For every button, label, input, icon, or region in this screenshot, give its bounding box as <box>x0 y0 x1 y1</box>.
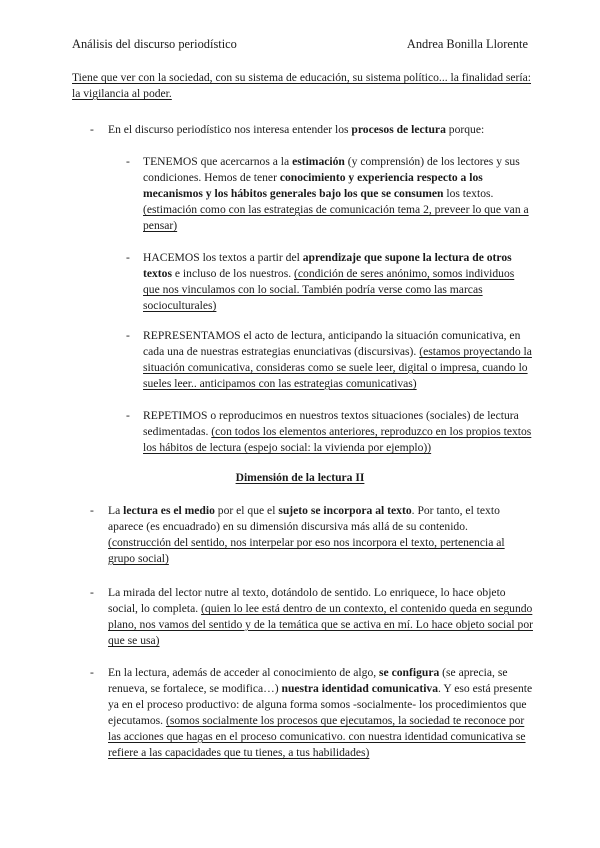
section-heading: Dimensión de la lectura II <box>235 471 365 484</box>
handwritten-note: (somos socialmente los procesos que ejecutamos, la sociedad te reconoce por las acciones que hagas en el proceso comunicativo. con nuestra identidad comunicativa se refiere a las capacidades que tu tienes, a tus habilidades) <box>108 714 526 759</box>
bullet-dash: - <box>126 251 130 264</box>
handwritten-note: (estimación como con las estrategias de comunicación tema 2, preveer lo que van a pensar) <box>143 203 529 232</box>
section1-lead: En el discurso periodístico nos interesa entender los procesos de lectura porque: <box>108 123 485 136</box>
bullet-dash: - <box>90 586 94 599</box>
list-item-tenemos: TENEMOS que acercarnos a la estimación (y comprensión) de los lectores y sus condiciones. Hemos de tener conocimiento y experiencia respecto a los mecanismos y los hábitos generales bajo los que se consumen los textos. (estimación como con las estrategias de comunicación tema 2, preveer lo que van a pensar) <box>143 155 529 232</box>
handwritten-note: (condición de seres anónimo, somos individuos que nos vinculamos con lo social. También podría verse como las marcas socioculturales) <box>143 267 515 312</box>
handwritten-note: (construcción del sentido, nos interpelar por eso nos incorpora el texto, pertenencia al grupo social) <box>108 536 505 565</box>
header-author: Andrea Bonilla Llorente <box>406 37 528 51</box>
bullet-dash: - <box>126 409 130 422</box>
header-course-title: Análisis del discurso periodístico <box>72 37 237 51</box>
list-item-lectura-medio: La lectura es el medio por el que el sujeto se incorpora al texto. Por tanto, el texto aparece (es encuadrado) en su dimensión discursiva más allá de su contenido. (construcción del sentido, nos interpelar por eso nos incorpora el texto, pertenencia al grupo social) <box>108 504 505 565</box>
bullet-dash: - <box>126 329 130 342</box>
intro-paragraph: Tiene que ver con la sociedad, con su sistema de educación, su sistema político... la finalidad sería: la vigilancia al poder. <box>72 71 532 100</box>
list-item-repetimos: REPETIMOS o reproducimos en nuestros textos situaciones (sociales) de lectura sedimentadas. (con todos los elementos anteriores, reproduzco en los propios textos los hábitos de lectura (espejo social: la vivienda por ejemplo)) <box>143 409 532 454</box>
list-item-mirada-lector: La mirada del lector nutre al texto, dotándolo de sentido. Lo enriquece, lo hace objeto social, lo completa. (quien lo lee está dentro de un contexto, el contenido queda en segundo plano, nos vamos del sentido y de la temática que se activa en mí. Lo hace objeto social por que se usa) <box>108 586 533 647</box>
bullet-dash: - <box>126 155 130 168</box>
handwritten-note: (quien lo lee está dentro de un contexto, el contenido queda en segundo plano, nos vamos del sentido y de la temática que se activa en mí. Lo hace objeto social por que se usa) <box>108 602 533 647</box>
list-item-hacemos: HACEMOS los textos a partir del aprendizaje que supone la lectura de otros textos e incluso de los nuestros. (condición de seres anónimo, somos individuos que nos vinculamos con lo social. También podría verse como las marcas socioculturales) <box>143 251 515 312</box>
bullet-dash: - <box>90 666 94 679</box>
list-item-representamos: REPRESENTAMOS el acto de lectura, anticipando la situación comunicativa, en cada una de nuestras estrategias enunciativas (discursivas). (estamos proyectando la situación comunicativa, consideras como se suele leer, digital o impresa, cuando lo sueles leer.. anticipamos con las estrategias comunicativas) <box>143 329 532 390</box>
bullet-dash: - <box>90 123 94 136</box>
handwritten-note: (estamos proyectando la situación comunicativa, consideras como se suele leer, digital o impresa, cuando lo sueles leer.. anticipamos con las estrategias comunicativas) <box>143 345 532 390</box>
handwritten-note: (con todos los elementos anteriores, reproduzco en los propios textos los hábitos de lectura (espejo social: la vivienda por ejemplo)) <box>143 425 532 454</box>
list-item-identidad: En la lectura, además de acceder al conocimiento de algo, se configura (se aprecia, se renueva, se fortalece, se modifica…) nuestra identidad comunicativa. Y eso está presente ya en el proceso productivo: de alguna forma somos -socialmente- los procedimientos que ejecutamos. (somos socialmente los procesos que ejecutamos, la sociedad te reconoce por las acciones que hagas en el proceso comunicativo. con nuestra identidad comunicativa se refiere a las capacidades que tu tienes, a tus habilidades) <box>108 666 533 759</box>
bullet-dash: - <box>90 504 94 517</box>
